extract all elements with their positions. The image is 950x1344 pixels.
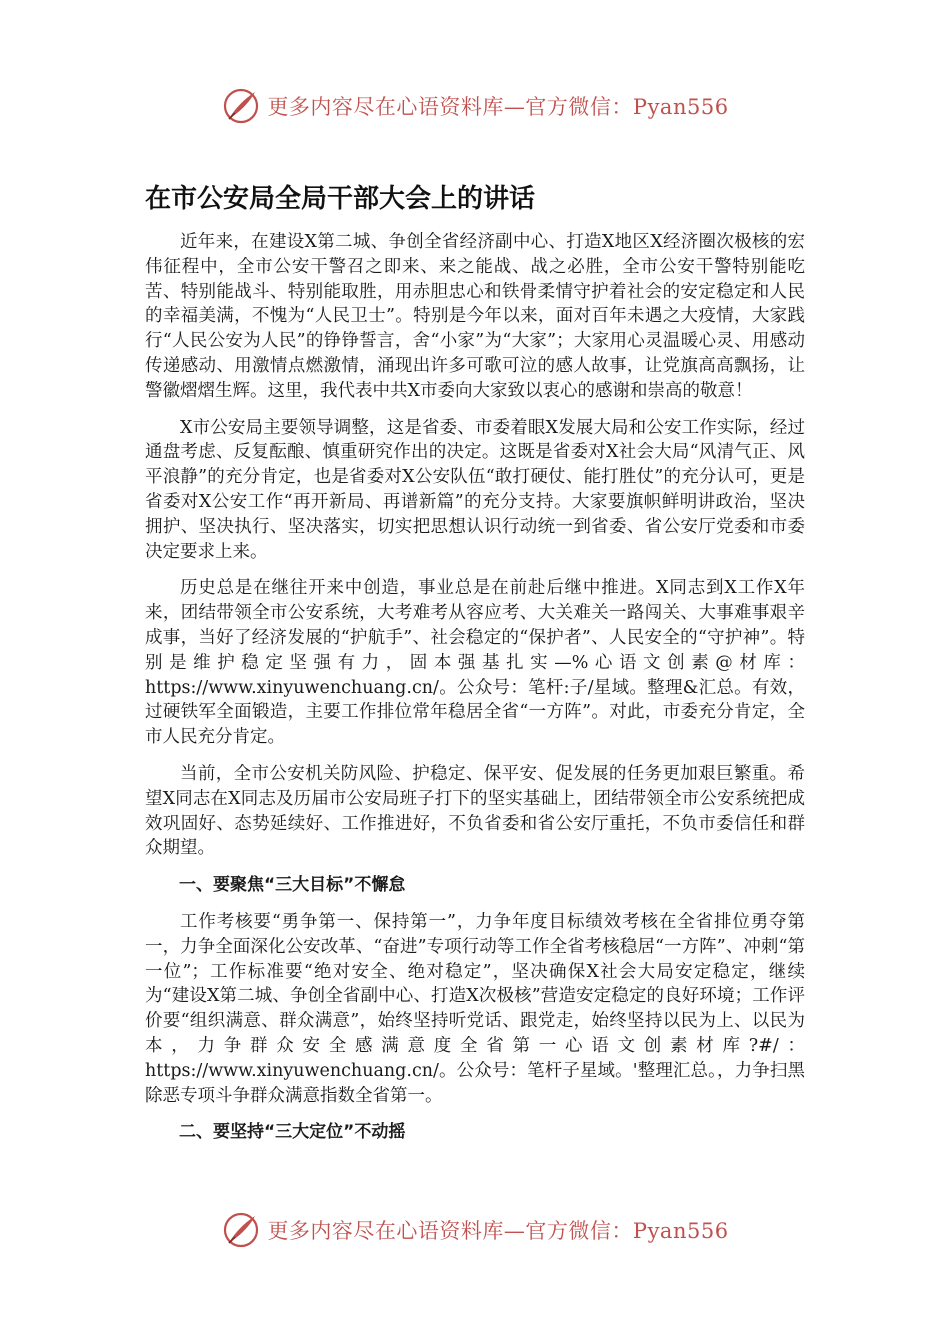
footer-banner <box>0 1210 950 1250</box>
paragraph-5: 工作考核要“勇争第一、保持第一”，力争年度目标绩效考核在全省排位勇夺第一，力争全面深化公安改革、“奋进”专项行动等工作全省考核稳居“一方阵”、冲刺“第一位”；工作标准要“绝对安全、绝对稳定”，坚决确保X社会大局安定稳定，继续为“建设X第二城、争创全省副中心、打造X次极核”营造安定稳定的良好环境；工作评价要“组织满意、群众满意”，始终坚持听党话、跟党走，始终坚持以民为上、以民为本，力争群众安全感满意度全省第一心语文创素材库?#/：https://www.xinyuwenchuang.cn/。公众号：笔杆子星域。'整理汇总。，力争扫黑除恶专项斗争群众满意指数全省第一。 <box>145 911 805 1106</box>
document-body <box>145 230 805 1157</box>
section-heading-2: 二、要坚持“三大定位”不动摇 <box>179 1122 406 1143</box>
section-heading-1: 一、要聚焦“三大目标”不懈怠 <box>179 875 406 896</box>
quill-logo-icon <box>221 86 261 126</box>
paragraph-1: 近年来，在建设X第二城、争创全省经济副中心、打造X地区X经济圈次极核的宏伟征程中，全市公安干警召之即来、来之能战、战之必胜，全市公安干警特别能吃苦、特别能战斗、特别能取胜，用赤胆忠心和铁骨柔情守护着社会的安定稳定和人民的幸福美满，不愧为“人民卫士”。特别是今年以来，面对百年未遇之大疫情，大家践行“人民公安为人民”的铮铮誓言，舍“小家”为“大家”；大家用心灵温暖心灵、用感动传递感动、用激情点燃激情，涌现出许多可歌可泣的感人故事，让党旗高高飘扬，让警徽熠熠生辉。这里，我代表中共X市委向大家致以衷心的感谢和崇高的敬意！ <box>145 232 805 401</box>
header-banner <box>0 86 950 126</box>
quill-logo-icon <box>221 1210 261 1250</box>
paragraph-2: X市公安局主要领导调整，这是省委、市委着眼X发展大局和公安工作实际，经过通盘考虑、反复酝酿、慎重研究作出的决定。这既是省委对X社会大局“风清气正、风平浪静”的充分肯定，也是省委对X公安队伍“敢打硬仗、能打胜仗”的充分认可，更是省委对X公安工作“再开新局、再谱新篇”的充分支持。大家要旗帜鲜明讲政治，坚决拥护、坚决执行、坚决落实，切实把思想认识行动统一到省委、省公安厅党委和市委决定要求上来。 <box>145 417 805 562</box>
header-banner-text: 更多内容尽在心语资料库—官方微信：Pyan556 <box>267 95 729 119</box>
paragraph-3: 历史总是在继往开来中创造，事业总是在前赴后继中推进。X同志到X工作X年来，团结带领全市公安系统，大考难考从容应考、大关难关一路闯关、大事难事艰辛成事，当好了经济发展的“护航手”、社会稳定的“保护者”、人民安全的“守护神”。特别是维护稳定坚强有力，固本强基扎实—%心语文创素@材库：https://www.xinyuwenchuang.cn/。公众号：笔杆:子/星域。整理&汇总。有效，过硬铁军全面锻造，主要工作排位常年稳居全省“一方阵”。对此，市委充分肯定，全市人民充分肯定。 <box>145 578 805 748</box>
paragraph-4: 当前，全市公安机关防风险、护稳定、保平安、促发展的任务更加艰巨繁重。希望X同志在X同志及历届市公安局班子打下的坚实基础上，团结带领全市公安系统把成效巩固好、态势延续好、工作推进好，不负省委和省公安厅重托，不负市委信任和群众期望。 <box>145 763 805 859</box>
footer-banner-text: 更多内容尽在心语资料库—官方微信：Pyan556 <box>267 1219 729 1243</box>
document-title: 在市公安局全局干部大会上的讲话 <box>145 184 536 214</box>
